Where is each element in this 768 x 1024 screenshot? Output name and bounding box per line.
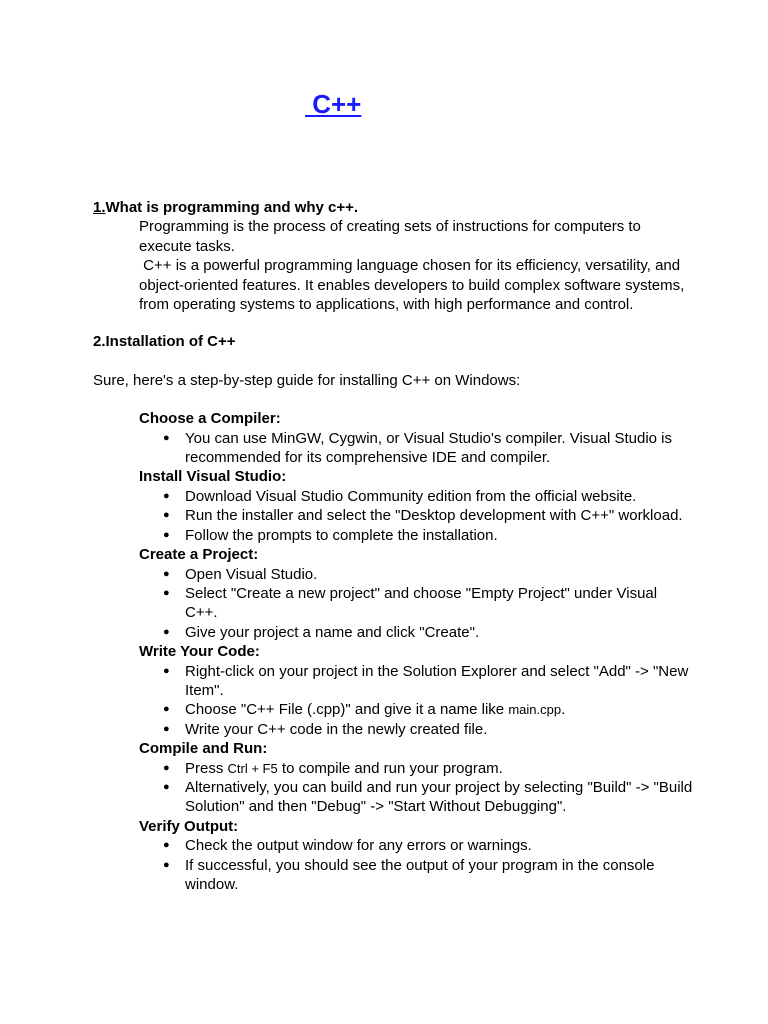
list-item: ● Alternatively, you can build and run your project by selecting "Build" -> "Build Solution" and then "Debug" -> "Start Without Debugging". [139, 778, 693, 817]
step-list-compile-and-run [139, 759, 693, 817]
installation-steps [139, 409, 693, 894]
step-title-write-code: Write Your Code: [139, 643, 260, 661]
section-1-heading-text: What is programming and why c++. [105, 199, 359, 216]
step-list-install-visual-studio [139, 487, 693, 545]
list-item-text: Press [185, 759, 228, 777]
list-item-text: . [561, 701, 566, 719]
inline-code: main.cpp [508, 702, 562, 718]
list-item: ● Follow the prompts to complete the installation. [139, 526, 693, 545]
step-title-create-project: Create a Project: [139, 546, 259, 564]
step-title-compile-and-run: Compile and Run: [139, 740, 268, 758]
section-1-number: 1. [93, 199, 106, 216]
section-2-heading: 2.Installation of C++ [93, 333, 236, 351]
step-list-verify-output [139, 836, 693, 894]
list-item: ● You can use MinGW, Cygwin, or Visual Studio's compiler. Visual Studio is recommended for its comprehensive IDE and compiler. [139, 429, 693, 468]
list-item [139, 700, 693, 719]
list-item: ● Run the installer and select the "Desktop development with C++" workload. [139, 506, 693, 525]
step-title-choose-compiler: Choose a Compiler: [139, 410, 281, 428]
step-title-verify-output: Verify Output: [139, 817, 239, 835]
section-1-heading [93, 198, 693, 217]
page-title[interactable]: C++ [305, 89, 362, 119]
list-item: ● Give your project a name and click "Create". [139, 623, 693, 642]
list-item: ● Select "Create a new project" and choose "Empty Project" under Visual C++. [139, 584, 693, 623]
step-list-create-project [139, 565, 693, 643]
list-item: ● Open Visual Studio. [139, 565, 693, 584]
document-body [93, 198, 693, 894]
step-title-install-visual-studio: Install Visual Studio: [139, 468, 287, 486]
list-item: ● Write your C++ code in the newly created file. [139, 720, 693, 739]
list-item: ● Download Visual Studio Community edition from the official website. [139, 487, 693, 506]
list-item-text: Choose "C++ File (.cpp)" and give it a name like [185, 701, 509, 719]
section-1-paragraph-2: C++ is a powerful programming language chosen for its efficiency, versatility, and object-oriented features. It enables developers to build complex software systems, from operating systems to applications, with high performance and control. [139, 257, 689, 314]
section-1-body [139, 217, 693, 314]
list-item [139, 759, 693, 778]
list-item-text: to compile and run your program. [277, 759, 503, 777]
list-item: ● Check the output window for any errors or warnings. [139, 836, 693, 855]
section-1-paragraph-1: Programming is the process of creating sets of instructions for computers to execute tasks. [139, 218, 641, 255]
step-list-choose-compiler [139, 429, 693, 468]
list-item: ● Right-click on your project in the Solution Explorer and select "Add" -> "New Item". [139, 662, 693, 701]
list-item: ● If successful, you should see the output of your program in the console window. [139, 856, 693, 895]
section-2-intro: Sure, here's a step-by-step guide for installing C++ on Windows: [93, 371, 521, 389]
step-list-write-code [139, 662, 693, 740]
inline-code: Ctrl + F5 [227, 760, 278, 776]
